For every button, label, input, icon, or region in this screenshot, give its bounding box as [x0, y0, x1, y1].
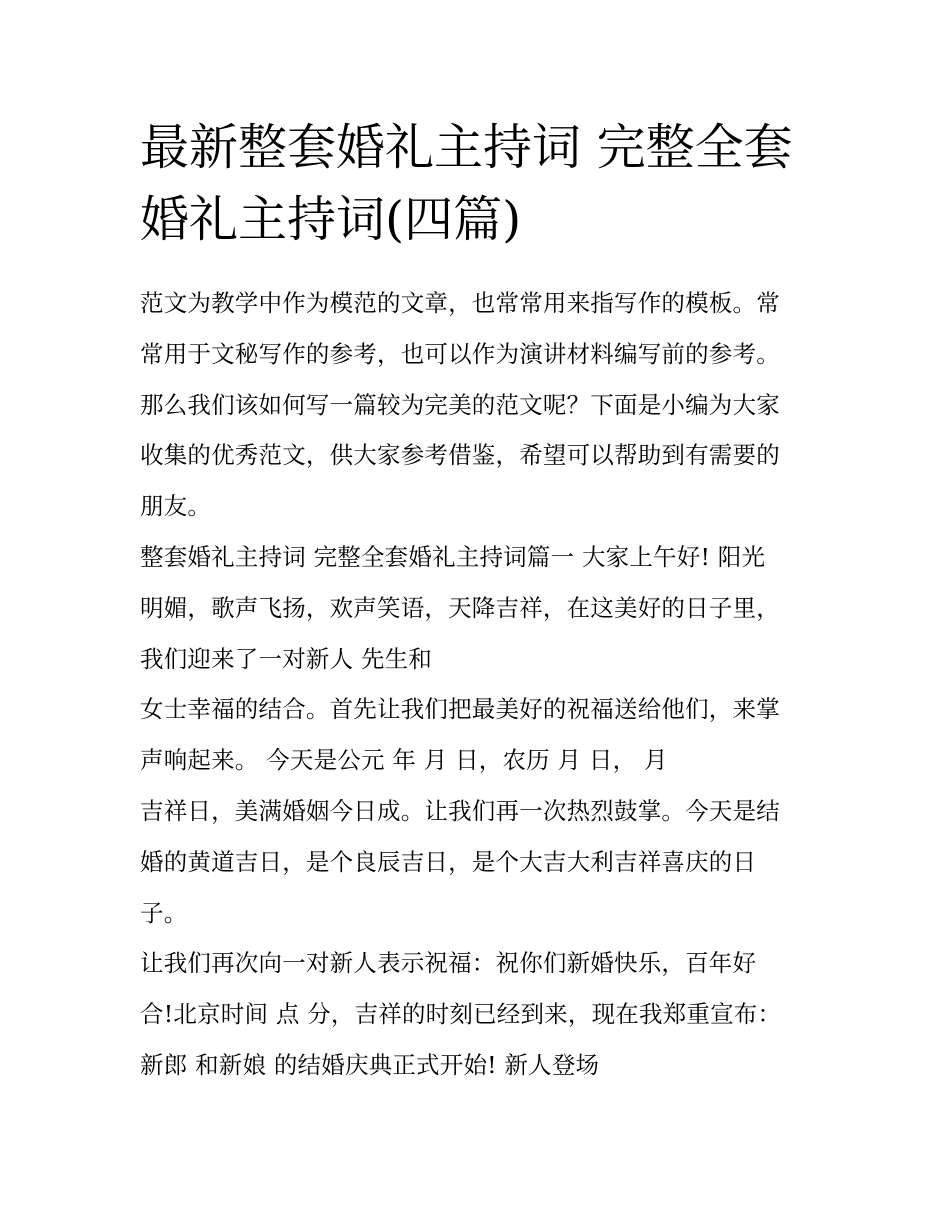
body-line: 合!北京时间 点 分，吉祥的时刻已经到来，现在我郑重宣布：: [140, 1000, 782, 1029]
body-line: 常用于文秘写作的参考，也可以作为演讲材料编写前的参考。: [140, 339, 780, 368]
document-body: [140, 278, 830, 1091]
title-line: 婚礼主持词(四篇): [140, 191, 522, 248]
body-line: 吉祥日，美满婚姻今日成。让我们再一次热烈鼓掌。今天是结: [140, 796, 780, 825]
body-line: 朋友。: [140, 492, 212, 521]
body-line: 声响起来。 今天是公元 年 月 日，农历 月 日， 月: [140, 746, 668, 775]
body-line: 子。: [140, 898, 188, 927]
body-line: 明媚，歌声飞扬，欢声笑语，天降吉祥，在这美好的日子里，: [140, 593, 780, 622]
body-line: 整套婚礼主持词 完整全套婚礼主持词篇一 大家上午好! 阳光: [140, 542, 766, 571]
title-line: 最新整套婚礼主持词 完整全套: [140, 119, 793, 176]
body-line: 那么我们该如何写一篇较为完美的范文呢？下面是小编为大家: [140, 390, 780, 419]
body-line: 范文为教学中作为模范的文章，也常常用来指写作的模板。常: [140, 289, 780, 317]
body-line: 女士幸福的结合。首先让我们把最美好的祝福送给他们，来掌: [140, 695, 780, 724]
document-title: [140, 112, 830, 256]
body-line: 收集的优秀范文，供大家参考借鉴，希望可以帮助到有需要的: [140, 441, 780, 470]
body-line: 让我们再次向一对新人表示祝福：祝你们新婚快乐，百年好: [140, 949, 757, 978]
body-line: 婚的黄道吉日，是个良辰吉日，是个大吉大利吉祥喜庆的日: [140, 847, 757, 876]
body-line: 我们迎来了一对新人 先生和: [140, 644, 433, 673]
body-line: 新郎 和新娘 的结婚庆典正式开始! 新人登场: [140, 1050, 600, 1079]
